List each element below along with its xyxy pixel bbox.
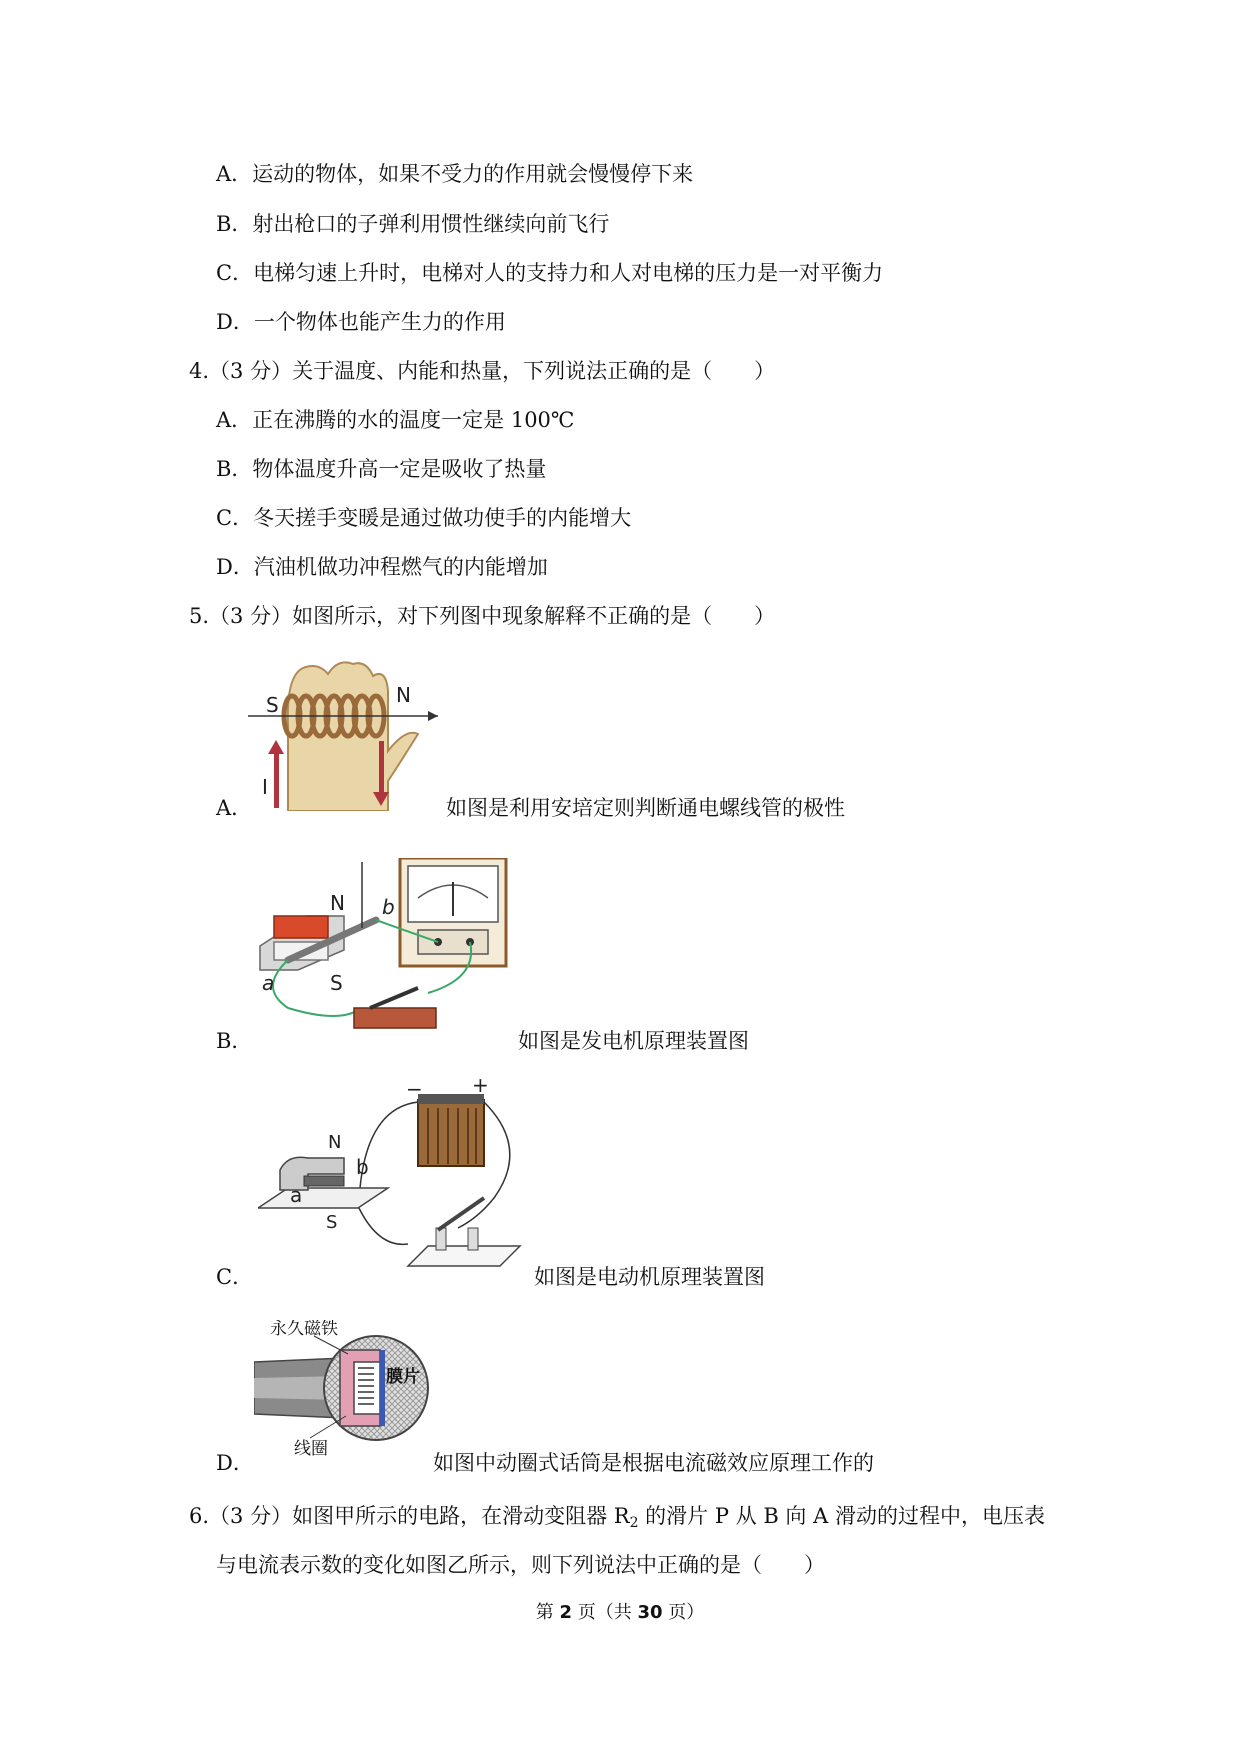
- q5-option-a-text: 如图是利用安培定则判断通电螺线管的极性: [446, 796, 845, 820]
- q4-option-d: D．汽油机做功冲程燃气的内能增加: [216, 555, 548, 579]
- figure-label-coil: 线圈: [294, 1439, 328, 1458]
- figure-generator: [258, 858, 510, 1033]
- q6-stem-before: 6.（3 分）如图甲所示的电路，在滑动变阻器 R: [189, 1504, 630, 1528]
- q6-stem-line2: 与电流表示数的变化如图乙所示，则下列说法中正确的是（ ）: [216, 1553, 825, 1577]
- q6-stem-after: 的滑片 P 从 B 向 A 滑动的过程中，电压表: [638, 1504, 1045, 1528]
- q5-option-c-text: 如图是电动机原理装置图: [534, 1265, 765, 1289]
- figure-microphone: [254, 1320, 434, 1458]
- figure-label-b: b: [382, 895, 395, 919]
- figure-label-n: N: [328, 1132, 342, 1153]
- footer-mid: 页（共: [572, 1602, 638, 1623]
- figure-label-current: I: [262, 775, 268, 799]
- figure-label-diaphragm: 膜片: [386, 1367, 420, 1387]
- q4-option-b: B．物体温度升高一定是吸收了热量: [216, 457, 547, 481]
- footer-prefix: 第: [535, 1602, 560, 1623]
- q3-option-b: B．射出枪口的子弹利用惯性继续向前飞行: [216, 212, 610, 236]
- q3-option-c: C．电梯匀速上升时，电梯对人的支持力和人对电梯的压力是一对平衡力: [216, 261, 884, 285]
- figure-label-s: S: [266, 693, 279, 717]
- figure-label-a: a: [262, 971, 275, 995]
- figure-label-n: N: [330, 891, 345, 915]
- figure-motor: [258, 1078, 530, 1278]
- q4-option-a: A．正在沸腾的水的温度一定是 100℃: [216, 408, 575, 432]
- figure-label-plus: +: [472, 1078, 489, 1097]
- page-footer: [0, 1600, 1240, 1626]
- figure-label-minus: −: [406, 1078, 423, 1101]
- q5-option-d-text: 如图中动圈式话筒是根据电流磁效应原理工作的: [433, 1451, 874, 1475]
- q3-option-a: A．运动的物体，如果不受力的作用就会慢慢停下来: [216, 162, 694, 186]
- q6-stem-line1: [189, 1501, 1045, 1538]
- figure-label-s: S: [330, 971, 343, 995]
- q5-option-c-label: C．: [216, 1265, 254, 1289]
- figure-label-s: S: [326, 1212, 338, 1233]
- q5-option-b-label: B．: [216, 1029, 253, 1053]
- footer-suffix: 页）: [662, 1602, 705, 1623]
- q4-stem: 4.（3 分）关于温度、内能和热量，下列说法正确的是（ ）: [189, 359, 776, 383]
- figure-label-b: b: [356, 1155, 369, 1179]
- footer-total-pages: 30: [637, 1602, 663, 1623]
- figure-label-n: N: [396, 683, 411, 707]
- q5-option-a-label: A．: [216, 796, 253, 820]
- q5-option-d-label: D．: [216, 1451, 254, 1475]
- footer-page-number: 2: [559, 1602, 572, 1623]
- q5-stem: 5.（3 分）如图所示，对下列图中现象解释不正确的是（ ）: [189, 604, 776, 628]
- q6-subscript: 2: [629, 1515, 639, 1531]
- q5-option-b-text: 如图是发电机原理装置图: [518, 1029, 749, 1053]
- q4-option-c: C．冬天搓手变暖是通过做功使手的内能增大: [216, 506, 632, 530]
- figure-solenoid-hand: [248, 656, 448, 811]
- q3-option-d: D．一个物体也能产生力的作用: [216, 310, 506, 334]
- figure-label-a: a: [290, 1183, 303, 1207]
- figure-label-permanent-magnet: 永久磁铁: [270, 1320, 338, 1339]
